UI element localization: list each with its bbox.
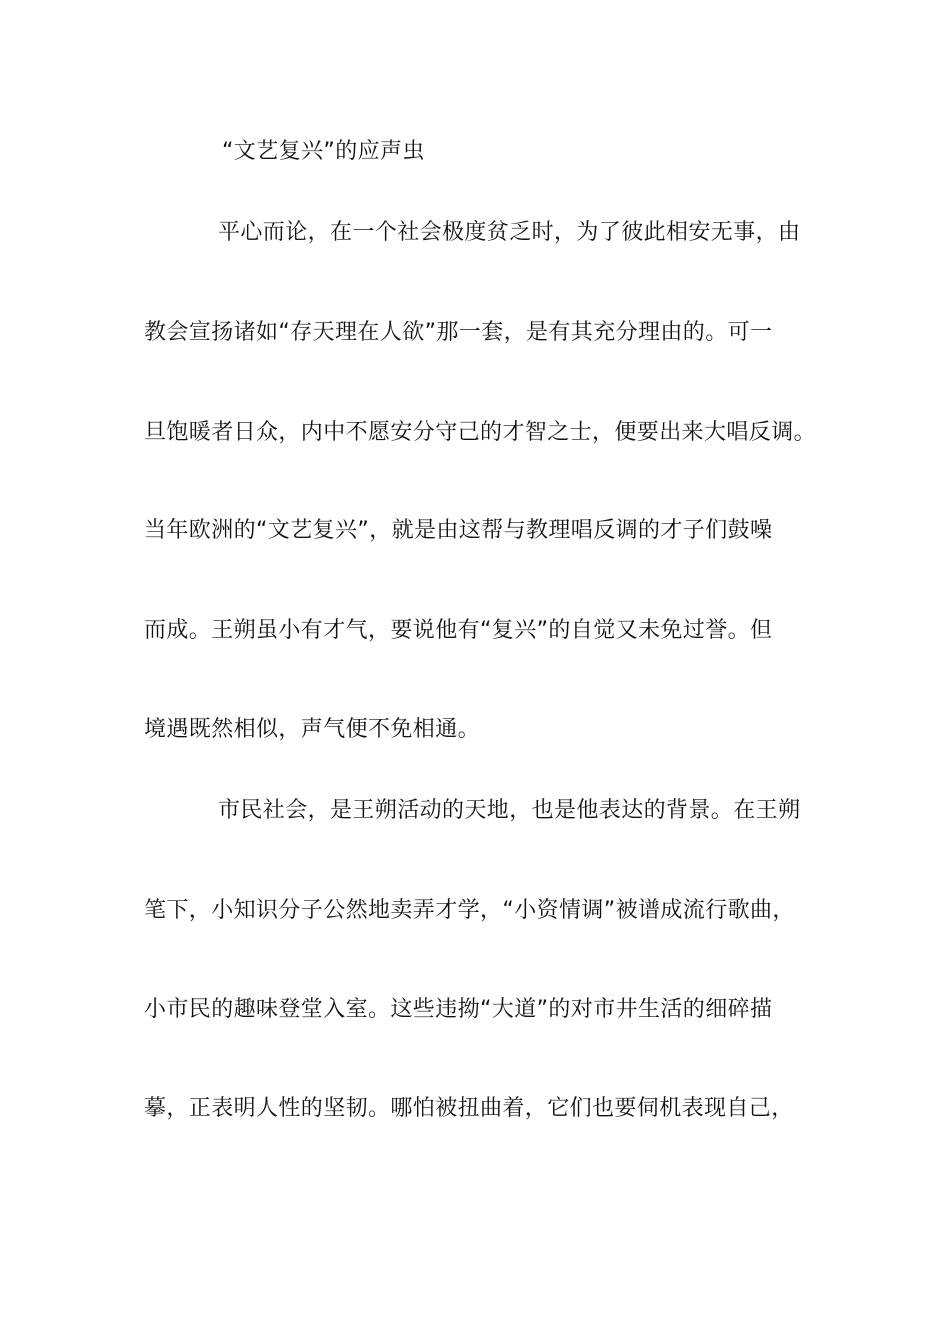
paragraph-line: 而成。王朔虽小有才气，要说他有“复兴”的自觉又未免过誉。但 (144, 618, 773, 643)
paragraph-line: 摹，正表明人性的坚韧。哪怕被扭曲着，它们也要伺机表现自己， (144, 1096, 794, 1121)
paragraph-line: 平心而论，在一个社会极度贫乏时，为了彼此相安无事，由 (218, 220, 801, 245)
paragraph-line: 旦饱暖者日众，内中不愿安分守己的才智之士，便要出来大唱反调。 (144, 420, 817, 445)
paragraph-line: 小市民的趣味登堂入室。这些违拗“大道”的对市井生活的细碎描 (144, 997, 773, 1022)
document-title: “文艺复兴”的应声虫 (222, 139, 425, 164)
paragraph-line: 当年欧洲的“文艺复兴”，就是由这帮与教理唱反调的才子们鼓噪 (144, 518, 773, 543)
paragraph-line: 笔下，小知识分子公然地卖弄才学，“小资情调”被谱成流行歌曲， (144, 898, 795, 923)
paragraph-line: 境遇既然相似，声气便不免相通。 (144, 717, 481, 742)
paragraph-line: 教会宣扬诸如“存天理在人欲”那一套，是有其充分理由的。可一 (144, 320, 773, 345)
paragraph-line: 市民社会，是王朔活动的天地，也是他表达的背景。在王朔 (218, 798, 801, 823)
